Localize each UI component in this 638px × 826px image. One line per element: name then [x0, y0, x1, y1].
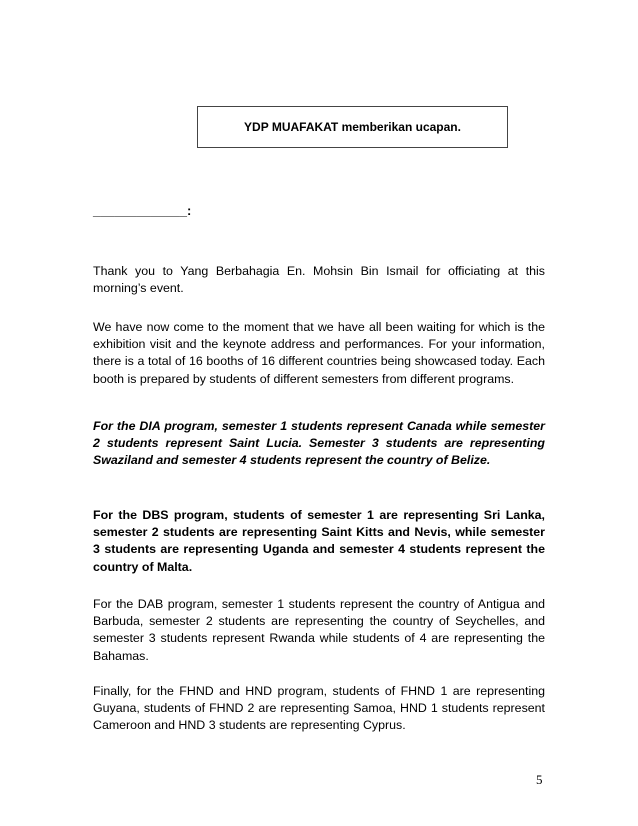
paragraph-dbs: For the DBS program, students of semester 1 are representing Sri Lanka, semester 2 students are representing Saint Kitts and Nevis, while semester 3 students are representing Uganda and semester 4 students represent the country of Malta.	[93, 508, 545, 574]
paragraph-dia: For the DIA program, semester 1 students represent Canada while semester 2 students represent Saint Lucia. Semester 3 students are representing Swaziland and semester 4 students represent the country of Belize.	[93, 419, 545, 468]
callout-box	[197, 106, 508, 148]
speaker-blank-line: _____________:	[93, 203, 192, 218]
paragraph-intro: We have now come to the moment that we have all been waiting for which is the exhibition visit and the keynote address and performances. For your information, there is a total of 16 booths of 16 different countries being showcased today. Each booth is prepared by students of different semesters from different programs.	[93, 320, 545, 386]
callout-text: YDP MUAFAKAT memberikan ucapan.	[244, 120, 461, 134]
paragraph-dab: For the DAB program, semester 1 students represent the country of Antigua and Barbuda, semester 2 students are representing the country of Seychelles, and semester 3 students represent Rwanda while students of 4 are representing the Bahamas.	[93, 597, 545, 663]
paragraph-thanks: Thank you to Yang Berbahagia En. Mohsin Bin Ismail for officiating at this morning’s event.	[93, 264, 545, 296]
page-number: 5	[536, 772, 543, 787]
paragraph-fhnd-hnd: Finally, for the FHND and HND program, students of FHND 1 are representing Guyana, students of FHND 2 are representing Samoa, HND 1 students represent Cameroon and HND 3 students are representing Cyprus.	[93, 684, 545, 733]
